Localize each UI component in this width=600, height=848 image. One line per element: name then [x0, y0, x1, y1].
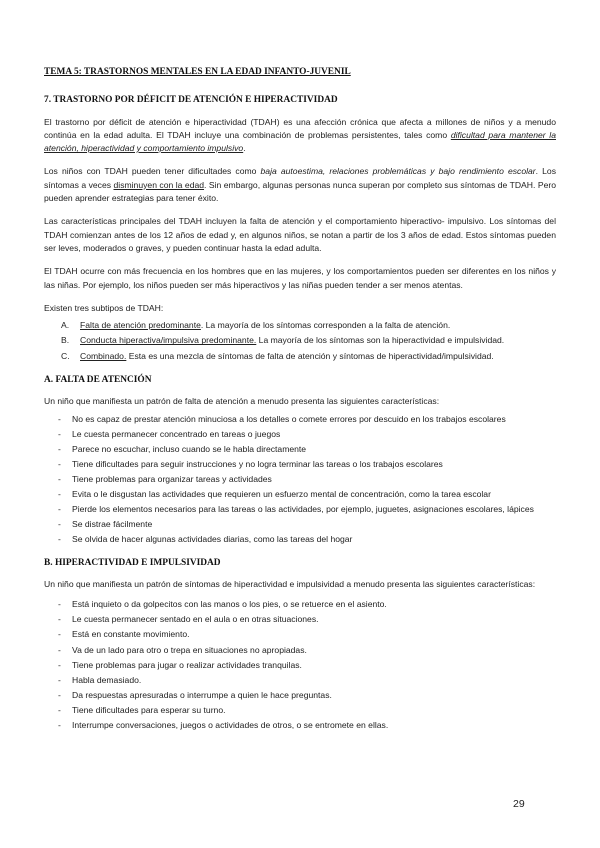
- emphasis-underline: dificultad para mantener la atención, hiperactividad y comportamiento impulsivo: [44, 129, 556, 154]
- section-a-list: [44, 413, 556, 547]
- list-item: - Pierde los elementos necesarios para las tareas o las actividades, por ejemplo, juguetes, asignaciones escolares, lápices: [58, 504, 534, 515]
- paragraph-gender: El TDAH ocurre con más frecuencia en los hombres que en las mujeres, y los comportamientos pueden ser diferentes en los niños y las niñas. Por ejemplo, los niños pueden ser más hiperactivos y las niñas pueden tender a ser menos atentas.: [44, 266, 556, 290]
- section-b-intro: Un niño que manifiesta un patrón de síntomas de hiperactividad e impulsividad a menudo presenta las siguientes características:: [44, 578, 536, 589]
- list-item: - Da respuestas apresuradas o interrumpe a quien le hace preguntas.: [58, 689, 332, 700]
- list-item: - Está inquieto o da golpecitos con las manos o los pies, o se retuerce en el asiento.: [58, 599, 387, 610]
- subtype-item: C. Combinado. Esta es una mezcla de síntomas de falta de atención y síntomas de hiperactividad/impulsividad.: [61, 350, 494, 361]
- section-a-title: A. FALTA DE ATENCIÓN: [44, 375, 152, 386]
- document-page: [44, 66, 556, 742]
- section-b-list: [44, 598, 556, 732]
- page-title: TEMA 5: TRASTORNOS MENTALES EN LA EDAD INFANTO-JUVENIL: [44, 67, 351, 77]
- subtype-item: A. Falta de atención predominante. La mayoría de los síntomas corresponden a la falta de atención.: [61, 320, 451, 331]
- list-item: - Parece no escuchar, incluso cuando se le habla directamente: [58, 443, 307, 454]
- paragraph-difficulties: Los niños con TDAH pueden tener dificultades como baja autoestima, relaciones problemáticas y bajo rendimiento escolar. Los síntomas a veces disminuyen con la edad. Sin embargo, algunas personas nunca superan por completo sus síntomas de TDAH. Pero pueden aprender estrategias para tener éxito.: [44, 166, 556, 204]
- list-item: - Tiene dificultades para seguir instrucciones y no logra terminar las tareas o los trabajos escolares: [58, 458, 443, 469]
- list-item: - Se distrae fácilmente: [58, 519, 153, 530]
- section-a-intro: Un niño que manifiesta un patrón de falta de atención a menudo presenta las siguientes características:: [44, 396, 440, 407]
- list-item: - Está en constante movimiento.: [58, 629, 190, 640]
- page-number: 29: [513, 798, 525, 810]
- list-item: - Tiene problemas para organizar tareas y actividades: [58, 474, 272, 485]
- list-item: - Se olvida de hacer algunas actividades diarias, como las tareas del hogar: [58, 534, 353, 545]
- list-item: - Le cuesta permanecer concentrado en tareas o juegos: [58, 428, 281, 439]
- list-item: - Tiene problemas para jugar o realizar actividades tranquilas.: [58, 659, 302, 670]
- subtypes-list: [44, 319, 556, 363]
- emphasis-italic: baja autoestima, relaciones problemáticas y bajo rendimiento escolar: [260, 166, 536, 177]
- list-item: - Va de un lado para otro o trepa en situaciones no apropiadas.: [58, 644, 307, 655]
- list-item: - Habla demasiado.: [58, 674, 142, 685]
- list-item: - Tiene dificultades para esperar su turno.: [58, 704, 226, 715]
- subtypes-intro: Existen tres subtipos de TDAH:: [44, 302, 164, 313]
- paragraph-characteristics: Las características principales del TDAH incluyen la falta de atención y el comportamiento hiperactivo- impulsivo. Los síntomas del TDAH comienzan antes de los 12 años de edad y, en algunos niños, se notan a partir de los 3 años de edad. Estos síntomas pueden ser leves, moderados o graves, y pueden continuar hasta la edad adulta.: [44, 216, 556, 253]
- paragraph-definition: El trastorno por déficit de atención e hiperactividad (TDAH) es una afección crónica que afecta a millones de niños y a menudo continúa en la edad adulta. El TDAH incluye una combinación de problemas persistentes, tales como dificultad para mantener la atención, hiperactividad y comportamiento impulsivo.: [44, 116, 556, 154]
- subtype-item: B. Conducta hiperactiva/impulsiva predominante. La mayoría de los síntomas son la hiperactividad e impulsividad.: [61, 335, 505, 346]
- list-item: - Evita o le disgustan las actividades que requieren un esfuerzo mental de concentración, como la tarea escolar: [58, 489, 491, 500]
- list-item: - No es capaz de prestar atención minuciosa a los detalles o comete errores por descuido en los trabajos escolares: [58, 413, 506, 424]
- list-item: - Interrumpe conversaciones, juegos o actividades de otros, o se entromete en ellas.: [58, 720, 389, 731]
- section-b-title: B. HIPERACTIVIDAD E IMPULSIVIDAD: [44, 557, 221, 568]
- list-item: - Le cuesta permanecer sentado en el aula o en otras situaciones.: [58, 614, 319, 625]
- section-7-title: 7. TRASTORNO POR DÉFICIT DE ATENCIÓN E HIPERACTIVIDAD: [44, 95, 338, 106]
- emphasis-underline: disminuyen con la edad: [113, 179, 205, 190]
